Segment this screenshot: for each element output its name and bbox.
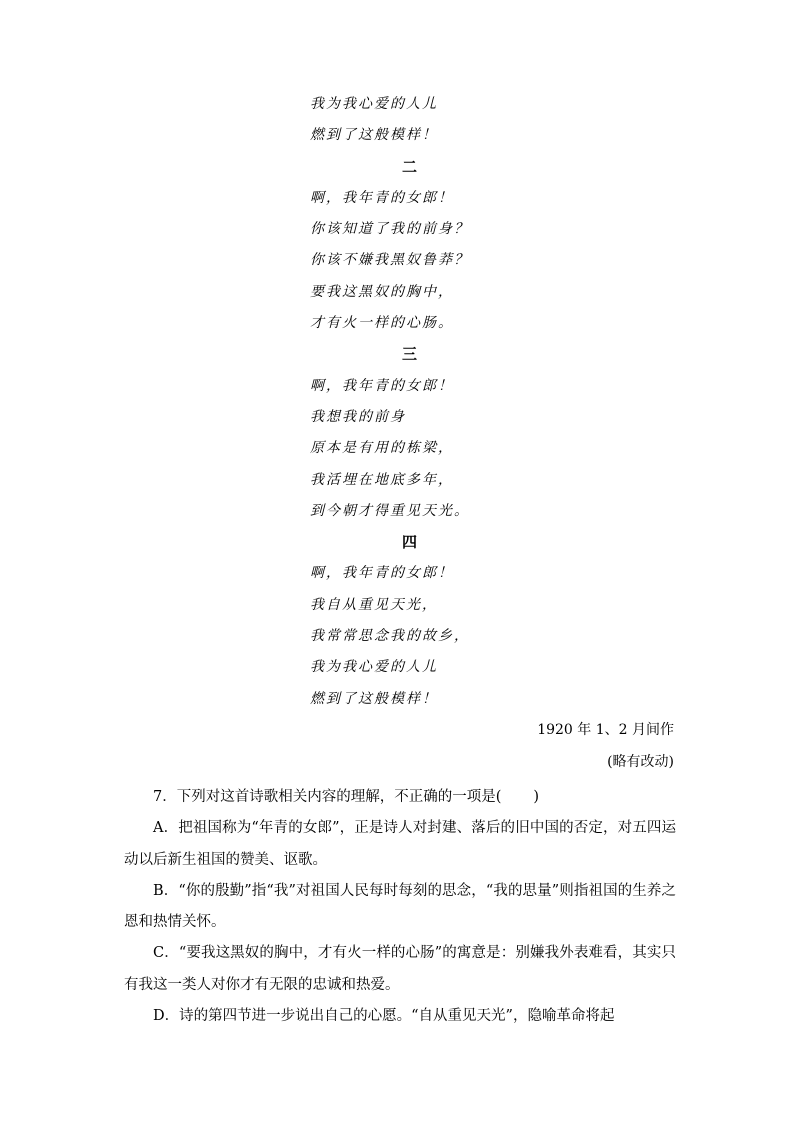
option-c: C．“要我这黑奴的胸中，才有火一样的心肠”的寓意是：别嫌我外表难看，其实只有我这一类人对你才有无限的忠诚和热爱。	[124, 945, 676, 993]
section-heading-3: 三	[402, 345, 420, 364]
poem-line: 才有火一样的心肠。	[310, 315, 454, 332]
question-stem	[124, 782, 676, 813]
option-a: A．把祖国称为“年青的女郎”，正是诗人对封建、落后的旧中国的否定，对五四运动以后新生祖国的赞美、讴歌。	[124, 820, 676, 868]
poem-line: 我为我心爱的人儿	[310, 96, 438, 112]
poem-line: 我为我心爱的人儿	[310, 659, 438, 676]
poem-body	[310, 94, 570, 720]
revision-note: (略有改动)	[607, 754, 674, 770]
option-d: D．诗的第四节进一步说出自己的心愿。“自从重见天光”，隐喻革命将起	[153, 1008, 615, 1025]
poem-line: 啊，我年青的女郎！	[310, 189, 454, 206]
section-heading-4: 四	[402, 533, 420, 552]
poem-line: 你该不嫌我黑奴鲁莽？	[310, 252, 470, 269]
poem-line: 我常常思念我的故乡，	[310, 628, 470, 645]
question-7	[124, 782, 676, 1032]
question-stem-text: 7．下列对这首诗歌相关内容的理解，不正确的一项是(	[153, 789, 502, 805]
poem-line: 我自从重见天光，	[310, 596, 438, 613]
poem-date: 1920 年 1、2 月间作	[537, 722, 674, 738]
option-b: B．“你的殷勤”指“我”对祖国人民每时每刻的思念，“我的思量”则指祖国的生养之恩和热情关怀。	[124, 882, 676, 931]
poem-line: 我活埋在地底多年，	[310, 471, 454, 488]
question-stem-close: )	[533, 789, 540, 805]
poem-line: 我想我的前身	[310, 408, 406, 425]
poem-line: 要我这黑奴的胸中，	[310, 283, 454, 300]
poem-line: 啊，我年青的女郎！	[310, 377, 454, 394]
poem-line: 燃到了这般模样！	[310, 690, 438, 707]
poem-line: 啊，我年青的女郎！	[310, 565, 454, 582]
poem-line: 到今朝才得重见天光。	[310, 502, 470, 519]
poem-line: 燃到了这般模样！	[310, 127, 438, 144]
poem-line: 你该知道了我的前身？	[310, 221, 470, 238]
poem-line: 原本是有用的栋梁，	[310, 440, 454, 457]
section-heading-2: 二	[402, 157, 420, 176]
